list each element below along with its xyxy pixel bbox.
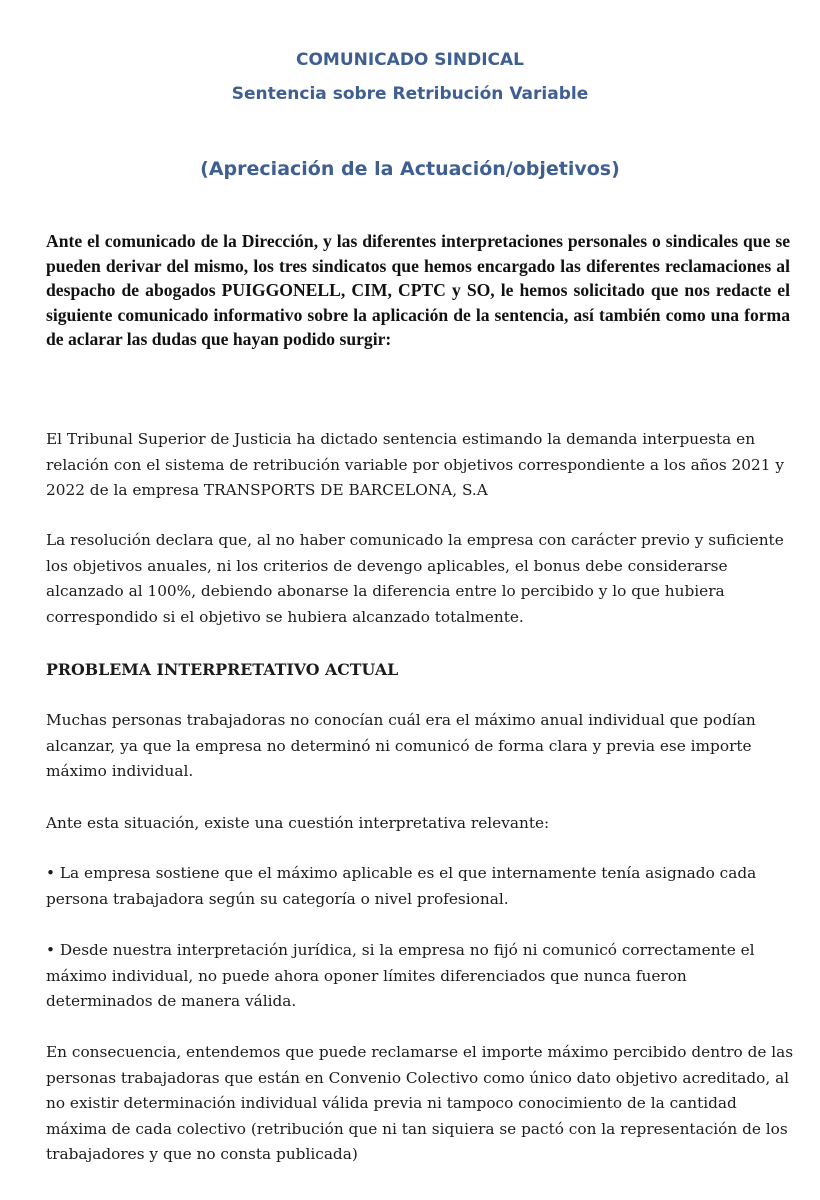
section-title: (Apreciación de la Actuación/objetivos) [200,158,620,180]
bullet-nuestra: • Desde nuestra interpretación jurídica, si la empresa no fijó ni comunicó correctamente el máximo individual, no puede ahora oponer límites diferenciados que nunca fueron determinados de manera válida. [46,941,755,1011]
intro-paragraph: Ante el comunicado de la Dirección, y las diferentes interpretaciones personales o sindicales que se pueden derivar del mismo, los tres sindicatos que hemos encargado las diferentes reclamaciones al despacho de abogados PUIGGONELL, CIM, CPTC y SO, le hemos solicitado que nos redacte el siguiente comunicado informativo sobre la aplicación de la sentencia, así también como una forma de aclarar las dudas que hayan podido surgir: [46,231,790,350]
section-heading: PROBLEMA INTERPRETATIVO ACTUAL [46,660,399,679]
bullet-empresa: • La empresa sostiene que el máximo aplicable es el que internamente tenía asignado cada persona trabajadora según su categoría o nivel profesional. [46,864,757,908]
paragraph-consecuencia: En consecuencia, entendemos que puede reclamarse el importe máximo percibido dentro de las personas trabajadoras que están en Convenio Colectivo como único dato objetivo acreditado, al no existir determinación individual válida previa ni tampoco conocimiento de la cantidad máxima de cada colectivo (retribución que ni tan siquiera se pactó con la representación de los trabajadores y que no consta publicada) [46,1043,794,1164]
paragraph-ante: Ante esta situación, existe una cuestión interpretativa relevante: [46,814,550,832]
document-subtitle: Sentencia sobre Retribución Variable [231,84,589,104]
paragraph-tribunal: El Tribunal Superior de Justicia ha dictado sentencia estimando la demanda interpuesta en relación con el sistema de retribución variable por objetivos correspondiente a los años 2021 y 2022 de la empresa TRANSPORTS DE BARCELONA, S.A [46,430,784,500]
paragraph-resolucion: La resolución declara que, al no haber comunicado la empresa con carácter previo y suficiente los objetivos anuales, ni los criterios de devengo aplicables, el bonus debe considerarse alcanzado al 100%, debiendo abonarse la diferencia entre lo percibido y lo que hubiera correspondido si el objetivo se hubiera alcanzado totalmente. [46,531,784,626]
document-title: COMUNICADO SINDICAL [295,50,524,70]
paragraph-muchas: Muchas personas trabajadoras no conocían cuál era el máximo anual individual que podían alcanzar, ya que la empresa no determinó ni comunicó de forma clara y previa ese importe máximo individual. [46,711,756,781]
